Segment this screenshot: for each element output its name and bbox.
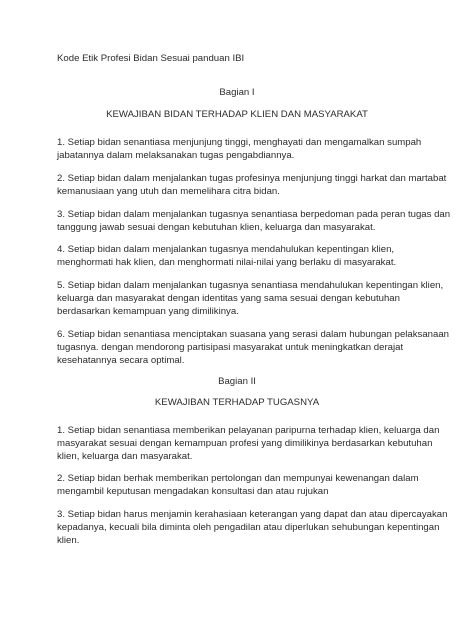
section-1-heading: Bagian I — [219, 87, 255, 98]
paragraph-line: kesehatannya secara optimal. — [57, 355, 185, 366]
paragraph-line: tugasnya. dengan mendorong partisipasi masyarakat untuk meningkatkan derajat — [57, 342, 404, 353]
paragraph-line: 4. Setiap bidan dalam menjalankan tugasnya mendahulukan kepentingan klien, — [57, 244, 395, 255]
paragraph-line: 1. Setiap bidan senantiasa menjunjung tinggi, menghayati dan mengamalkan sumpah — [57, 137, 422, 148]
paragraph-line: kepadanya, kecuali bila diminta oleh pengadilan atau diperlukan sehubungan kepentingan — [57, 522, 440, 533]
paragraph-line: 3. Setiap bidan harus menjamin kerahasiaan keterangan yang dapat dan atau dipercayakan — [57, 509, 448, 520]
paragraph-line: klien, keluarga dan masyarakat. — [57, 451, 193, 462]
paragraph-line: 6. Setiap bidan senantiasa menciptakan suasana yang serasi dalam hubungan pelaksanaan — [57, 329, 450, 340]
paragraph-line: berdasarkan kemampuan yang dimilikinya. — [57, 306, 239, 317]
section-1-item-4 — [57, 243, 437, 269]
paragraph-line: jabatannya dalam melaksanakan tugas pengabdiannya. — [57, 150, 295, 161]
section-1-item-3 — [57, 208, 451, 234]
paragraph-line: keluarga dan masyarakat dengan identitas yang sama sesuai dengan kebutuhan — [57, 293, 400, 304]
paragraph-line: 1. Setiap bidan senantiasa memberikan pelayanan paripurna terhadap klien, keluarga dan — [57, 425, 440, 436]
paragraph-line: kemanusiaan yang utuh dan memelihara citra bidan. — [57, 186, 280, 197]
paragraph-line: 2. Setiap bidan berhak memberikan pertolongan dan mempunyai kewenangan dalam — [57, 473, 419, 484]
paragraph-line: klien. — [57, 535, 80, 546]
section-1-item-6 — [57, 328, 450, 367]
section-2-item-1 — [57, 424, 440, 463]
paragraph-line: 5. Setiap bidan dalam menjalankan tugasnya senantiasa mendahulukan kepentingan klien, — [57, 280, 444, 291]
section-2-item-3 — [57, 508, 448, 547]
paragraph-line: mengambil keputusan mengadakan konsultasi dan atau rujukan — [57, 486, 329, 497]
section-1-item-2 — [57, 172, 447, 198]
paragraph-line: 2. Setiap bidan dalam menjalankan tugas profesinya menjunjung tinggi harkat dan martabat — [57, 173, 447, 184]
section-2-item-2 — [57, 472, 437, 498]
paragraph-line: tanggung jawab sesuai dengan kebutuhan klien, keluarga dan masyarakat. — [57, 222, 376, 233]
section-2-subheading: KEWAJIBAN TERHADAP TUGASNYA — [154, 397, 320, 408]
section-2-heading: Bagian II — [218, 376, 256, 387]
paragraph-line: menghormati hak klien, dan menghormati nilai-nilai yang berlaku di masyarakat. — [57, 257, 397, 268]
paragraph-line: 3. Setiap bidan dalam menjalankan tugasnya senantiasa berpedoman pada peran tugas dan — [57, 209, 451, 220]
section-1-item-1 — [57, 136, 437, 162]
section-1-subheading: KEWAJIBAN BIDAN TERHADAP KLIEN DAN MASYARAKAT — [106, 109, 368, 120]
section-1-item-5 — [57, 279, 444, 318]
document-title: Kode Etik Profesi Bidan Sesuai panduan IBI — [57, 53, 245, 64]
paragraph-line: masyarakat sesuai dengan kemampuan profesi yang dimilikinya berdasarkan kebutuhan — [57, 438, 433, 449]
